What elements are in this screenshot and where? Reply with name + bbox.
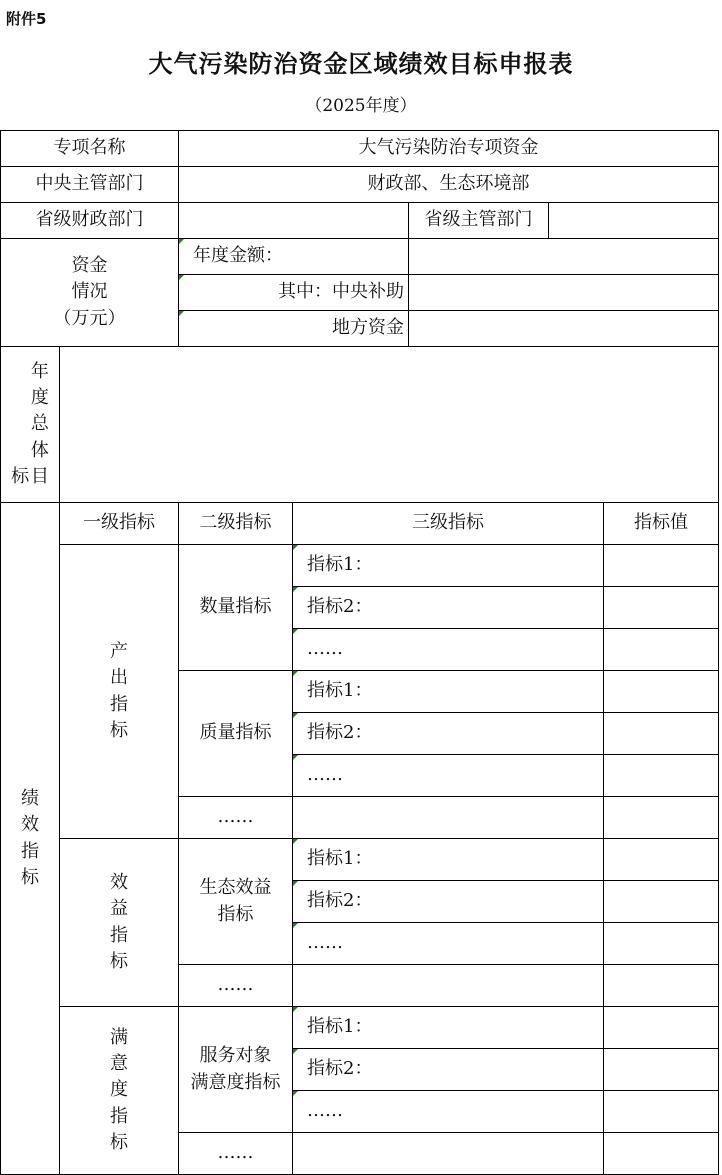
prov-dept-value[interactable]	[549, 203, 719, 239]
project-name-value[interactable]: 大气污染防治专项资金	[179, 131, 719, 167]
indicator-value[interactable]	[604, 923, 719, 965]
indicator-ellipsis: ……	[293, 629, 604, 671]
eco-line1: 生态效益	[199, 877, 272, 899]
serv-line1: 服务对象	[199, 1045, 272, 1067]
quality-indicator-label: 质量指标	[179, 671, 293, 797]
table-row	[1, 839, 719, 881]
prov-finance-value[interactable]	[179, 203, 409, 239]
indicator-label: 指标1：	[293, 839, 604, 881]
indicator-value[interactable]	[604, 1007, 719, 1049]
indicator-value[interactable]	[604, 839, 719, 881]
row-central-dept	[1, 167, 719, 203]
level2-ellipsis: ……	[179, 965, 293, 1007]
prov-finance-label: 省级财政部门	[1, 203, 179, 239]
indicator-value[interactable]	[604, 797, 719, 839]
indicator-value[interactable]	[604, 587, 719, 629]
row-perf-header	[1, 503, 719, 545]
eco-line2: 指标	[217, 903, 254, 925]
quantity-indicator-label: 数量指标	[179, 545, 293, 671]
row-annual-goal	[1, 347, 719, 503]
col-level2-header: 二级指标	[179, 503, 293, 545]
indicator-value[interactable]	[604, 755, 719, 797]
indicator-label: 指标2：	[293, 1049, 604, 1091]
indicator-value[interactable]	[604, 1049, 719, 1091]
table-row	[1, 1007, 719, 1049]
central-dept-value[interactable]: 财政部、生态环境部	[179, 167, 719, 203]
funds-label	[1, 239, 179, 347]
indicator-value[interactable]	[604, 545, 719, 587]
performance-form-table	[0, 130, 719, 1175]
funds-label-line2: 情况	[71, 281, 108, 303]
indicator-ellipsis: ……	[293, 755, 604, 797]
indicator-ellipsis: ……	[293, 923, 604, 965]
indicator-value[interactable]	[604, 1091, 719, 1133]
service-satisfaction-label	[179, 1007, 293, 1133]
indicator-empty[interactable]	[293, 965, 604, 1007]
goal-label-left: 标	[11, 465, 30, 487]
indicator-value[interactable]	[604, 965, 719, 1007]
annual-goal-label	[1, 347, 60, 503]
attachment-label: 附件5	[6, 10, 47, 28]
page-subtitle: （2025年度）	[305, 96, 417, 116]
indicator-label: 指标1：	[293, 671, 604, 713]
funds-label-line3: （万元）	[53, 307, 126, 329]
funds-annual-value[interactable]	[409, 239, 719, 275]
table-row	[1, 545, 719, 587]
indicator-value[interactable]	[604, 713, 719, 755]
indicator-empty[interactable]	[293, 797, 604, 839]
indicator-label: 指标2：	[293, 713, 604, 755]
col-level1-header: 一级指标	[60, 503, 179, 545]
annual-goal-value[interactable]	[60, 347, 719, 503]
level2-ellipsis: ……	[179, 1133, 293, 1175]
central-dept-label: 中央主管部门	[1, 167, 179, 203]
benefit-indicator-label: 效益指标	[60, 839, 179, 1007]
indicator-value[interactable]	[604, 671, 719, 713]
indicator-label: 指标2：	[293, 587, 604, 629]
col-value-header: 指标值	[604, 503, 719, 545]
funds-annual-label: 年度金额：	[179, 239, 409, 275]
prov-dept-label: 省级主管部门	[409, 203, 549, 239]
row-project-name	[1, 131, 719, 167]
indicator-ellipsis: ……	[293, 1091, 604, 1133]
funds-central-label: 其中：中央补助	[179, 275, 409, 311]
funds-local-value[interactable]	[409, 311, 719, 347]
serv-line2: 满意度指标	[190, 1071, 281, 1093]
project-name-label: 专项名称	[1, 131, 179, 167]
eco-benefit-label	[179, 839, 293, 965]
col-level3-header: 三级指标	[293, 503, 604, 545]
satisfaction-indicator-label: 满意度指标	[60, 1007, 179, 1175]
indicator-value[interactable]	[604, 629, 719, 671]
indicator-label: 指标1：	[293, 545, 604, 587]
indicator-value[interactable]	[604, 1133, 719, 1175]
funds-label-line1: 资金	[71, 255, 108, 277]
page-title: 大气污染防治资金区域绩效目标申报表	[148, 49, 574, 78]
funds-local-label: 地方资金	[179, 311, 409, 347]
row-provincial-depts	[1, 203, 719, 239]
indicator-label: 指标2：	[293, 881, 604, 923]
funds-central-value[interactable]	[409, 275, 719, 311]
goal-label-right: 年度总体目	[30, 361, 49, 487]
row-funds-annual	[1, 239, 719, 275]
indicator-value[interactable]	[604, 881, 719, 923]
indicator-empty[interactable]	[293, 1133, 604, 1175]
level2-ellipsis: ……	[179, 797, 293, 839]
perf-side-label: 绩效指标	[1, 503, 60, 1175]
indicator-label: 指标1：	[293, 1007, 604, 1049]
output-indicator-label: 产出指标	[60, 545, 179, 839]
